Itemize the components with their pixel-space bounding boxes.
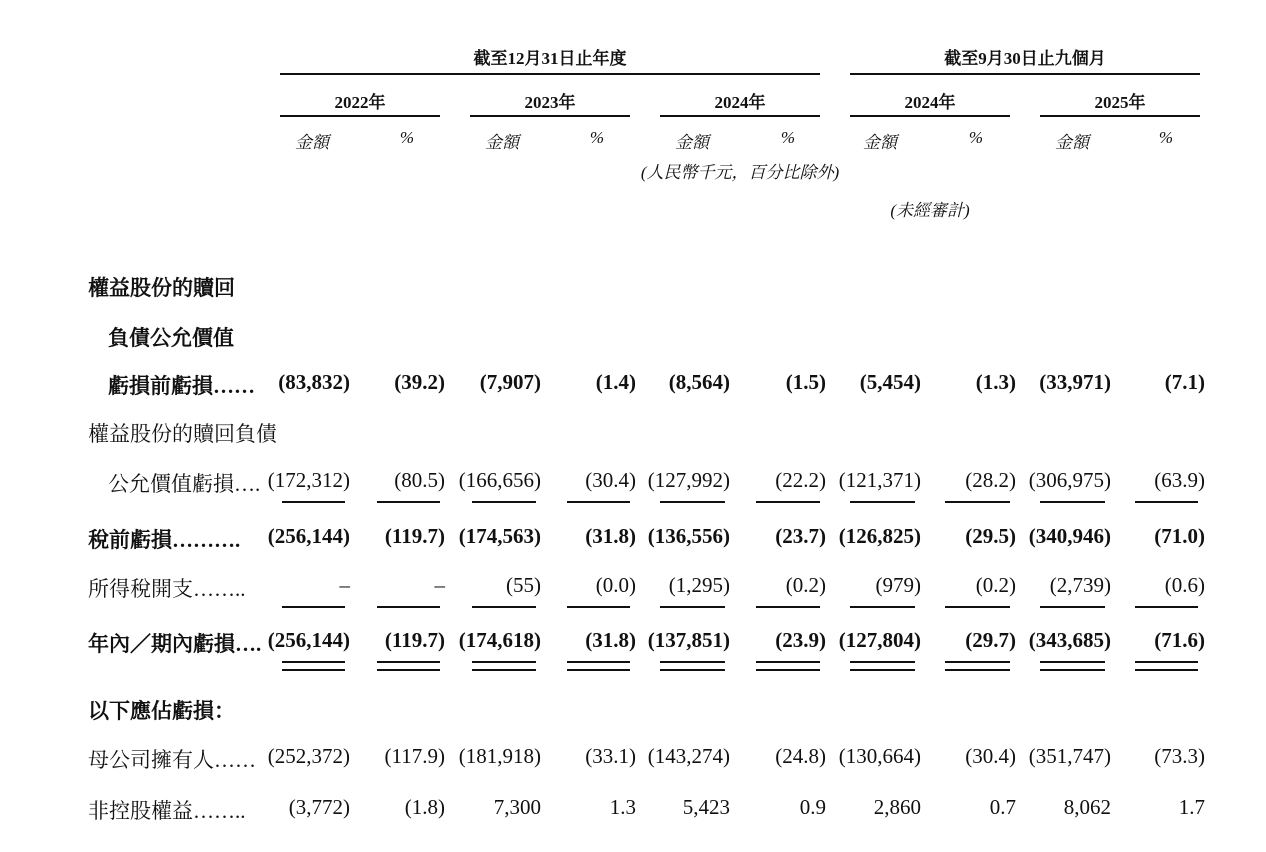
table-cell: 7,300 xyxy=(493,795,541,819)
table-cell: – xyxy=(339,573,350,597)
underline-rule xyxy=(1135,606,1198,608)
table-cell: 8,062 xyxy=(1063,795,1111,819)
table-cell: (55) xyxy=(506,573,541,597)
underline-rule xyxy=(1040,501,1105,503)
underline-rule xyxy=(945,606,1010,608)
row-label: 年內／期內虧損…. xyxy=(88,632,262,656)
table-cell: (24.8) xyxy=(775,744,826,768)
underline-rule xyxy=(377,661,440,663)
table-cell: (136,556) xyxy=(647,524,730,548)
group-header-fy: 截至12月31日止年度 xyxy=(473,49,627,68)
table-cell: (143,274) xyxy=(647,744,730,768)
underline-rule xyxy=(282,661,345,663)
table-cell: 1.3 xyxy=(609,795,636,819)
table-cell: (63.9) xyxy=(1154,468,1205,492)
table-cell: (166,656) xyxy=(458,468,541,492)
table-cell: (127,992) xyxy=(647,468,730,492)
table-cell: (30.4) xyxy=(585,468,636,492)
double-underline-rule xyxy=(377,669,440,671)
underline-rule xyxy=(756,501,820,503)
table-cell: (33,971) xyxy=(1039,370,1111,394)
table-cell: (117.9) xyxy=(384,744,445,768)
row-label: 權益股份的贖回 xyxy=(88,276,235,300)
table-cell: (126,825) xyxy=(838,524,921,548)
table-cell: (256,144) xyxy=(267,524,350,548)
table-cell: (39.2) xyxy=(394,370,445,394)
year-header: 2025年 xyxy=(1094,93,1146,112)
table-cell: (181,918) xyxy=(458,744,541,768)
table-cell: (1.4) xyxy=(595,370,636,394)
table-cell: (0.2) xyxy=(785,573,826,597)
underline-rule xyxy=(567,501,630,503)
year-rule xyxy=(470,115,630,117)
table-cell: (256,144) xyxy=(267,628,350,652)
table-cell: (979) xyxy=(875,573,921,597)
double-underline-rule xyxy=(1040,669,1105,671)
underline-rule xyxy=(377,501,440,503)
underline-rule xyxy=(756,661,820,663)
table-cell: (71.6) xyxy=(1154,628,1205,652)
table-cell: (80.5) xyxy=(394,468,445,492)
table-cell: (23.9) xyxy=(775,628,826,652)
table-cell: (306,975) xyxy=(1028,468,1111,492)
table-cell: (121,371) xyxy=(838,468,921,492)
table-cell: (340,946) xyxy=(1028,524,1111,548)
table-cell: (130,664) xyxy=(838,744,921,768)
underline-rule xyxy=(945,661,1010,663)
table-cell: 1.7 xyxy=(1178,795,1205,819)
unit-note: (人民幣千元，百分比除外) xyxy=(640,163,840,182)
row-label: 所得稅開支…….. xyxy=(88,577,246,601)
double-underline-rule xyxy=(1135,669,1198,671)
row-label: 非控股權益…….. xyxy=(88,799,246,823)
table-cell: (137,851) xyxy=(647,628,730,652)
table-cell: (7,907) xyxy=(479,370,541,394)
underline-rule xyxy=(660,661,725,663)
underline-rule xyxy=(850,661,915,663)
table-cell: (8,564) xyxy=(668,370,730,394)
underline-rule xyxy=(472,661,536,663)
table-cell: (7.1) xyxy=(1164,370,1205,394)
percent-column-header: % xyxy=(399,128,415,147)
double-underline-rule xyxy=(660,669,725,671)
row-label: 母公司擁有人…… xyxy=(88,748,256,772)
year-header: 2024年 xyxy=(714,93,766,112)
percent-column-header: % xyxy=(968,128,984,147)
table-cell: (119.7) xyxy=(384,524,445,548)
underline-rule xyxy=(567,606,630,608)
table-cell: 2,860 xyxy=(873,795,921,819)
table-cell: (73.3) xyxy=(1154,744,1205,768)
table-cell: (0.0) xyxy=(595,573,636,597)
row-label: 負債公允價值 xyxy=(108,326,234,350)
underline-rule xyxy=(660,501,725,503)
double-underline-rule xyxy=(756,669,820,671)
row-label: 稅前虧損………. xyxy=(88,528,241,552)
table-cell: (29.7) xyxy=(965,628,1016,652)
table-cell: (22.2) xyxy=(775,468,826,492)
percent-column-header: % xyxy=(1158,128,1174,147)
double-underline-rule xyxy=(945,669,1010,671)
double-underline-rule xyxy=(850,669,915,671)
year-header: 2022年 xyxy=(334,93,386,112)
table-cell: (28.2) xyxy=(965,468,1016,492)
underline-rule xyxy=(945,501,1010,503)
table-cell: (1.3) xyxy=(975,370,1016,394)
table-cell: (83,832) xyxy=(278,370,350,394)
underline-rule xyxy=(850,501,915,503)
table-cell: 0.7 xyxy=(989,795,1016,819)
double-underline-rule xyxy=(282,669,345,671)
group-header-nine-months: 截至9月30日止九個月 xyxy=(944,49,1106,68)
table-cell: (351,747) xyxy=(1028,744,1111,768)
table-cell: (0.6) xyxy=(1164,573,1205,597)
table-cell: (252,372) xyxy=(267,744,350,768)
year-rule xyxy=(850,115,1010,117)
underline-rule xyxy=(472,606,536,608)
table-cell: 5,423 xyxy=(682,795,730,819)
underline-rule xyxy=(567,661,630,663)
group-rule-nine-months xyxy=(850,73,1200,75)
table-cell: 0.9 xyxy=(799,795,826,819)
underline-rule xyxy=(1135,501,1198,503)
amount-column-header: 金額 xyxy=(863,133,897,152)
table-cell: (3,772) xyxy=(288,795,350,819)
table-cell: (29.5) xyxy=(965,524,1016,548)
year-rule xyxy=(280,115,440,117)
table-cell: – xyxy=(434,573,445,597)
amount-column-header: 金額 xyxy=(485,133,519,152)
row-label: 權益股份的贖回負債 xyxy=(88,422,277,446)
table-cell: (127,804) xyxy=(838,628,921,652)
table-cell: (174,563) xyxy=(458,524,541,548)
table-cell: (119.7) xyxy=(384,628,445,652)
table-cell: (30.4) xyxy=(965,744,1016,768)
table-cell: (172,312) xyxy=(267,468,350,492)
table-cell: (174,618) xyxy=(458,628,541,652)
table-cell: (343,685) xyxy=(1028,628,1111,652)
year-rule xyxy=(1040,115,1200,117)
table-cell: (23.7) xyxy=(775,524,826,548)
table-cell: (71.0) xyxy=(1154,524,1205,548)
table-cell: (31.8) xyxy=(585,524,636,548)
underline-rule xyxy=(282,501,345,503)
double-underline-rule xyxy=(472,669,536,671)
underline-rule xyxy=(1040,661,1105,663)
row-label: 虧損前虧損…… xyxy=(108,374,255,398)
table-cell: (33.1) xyxy=(585,744,636,768)
underline-rule xyxy=(660,606,725,608)
year-header: 2024年 xyxy=(904,93,956,112)
underline-rule xyxy=(377,606,440,608)
unaudited-note: (未經審計) xyxy=(890,201,970,220)
amount-column-header: 金額 xyxy=(675,133,709,152)
underline-rule xyxy=(756,606,820,608)
table-cell: (31.8) xyxy=(585,628,636,652)
amount-column-header: 金額 xyxy=(295,133,329,152)
amount-column-header: 金額 xyxy=(1055,133,1089,152)
table-cell: (0.2) xyxy=(975,573,1016,597)
underline-rule xyxy=(1135,661,1198,663)
table-cell: (1.8) xyxy=(404,795,445,819)
table-cell: (1.5) xyxy=(785,370,826,394)
double-underline-rule xyxy=(567,669,630,671)
group-rule-fy xyxy=(280,73,820,75)
percent-column-header: % xyxy=(780,128,796,147)
table-cell: (2,739) xyxy=(1049,573,1111,597)
underline-rule xyxy=(282,606,345,608)
year-rule xyxy=(660,115,820,117)
table-cell: (5,454) xyxy=(859,370,921,394)
underline-rule xyxy=(850,606,915,608)
row-label: 公允價值虧損…. xyxy=(108,472,261,496)
percent-column-header: % xyxy=(589,128,605,147)
table-cell: (1,295) xyxy=(668,573,730,597)
row-label: 以下應佔虧損： xyxy=(88,699,235,723)
underline-rule xyxy=(472,501,536,503)
underline-rule xyxy=(1040,606,1105,608)
year-header: 2023年 xyxy=(524,93,576,112)
